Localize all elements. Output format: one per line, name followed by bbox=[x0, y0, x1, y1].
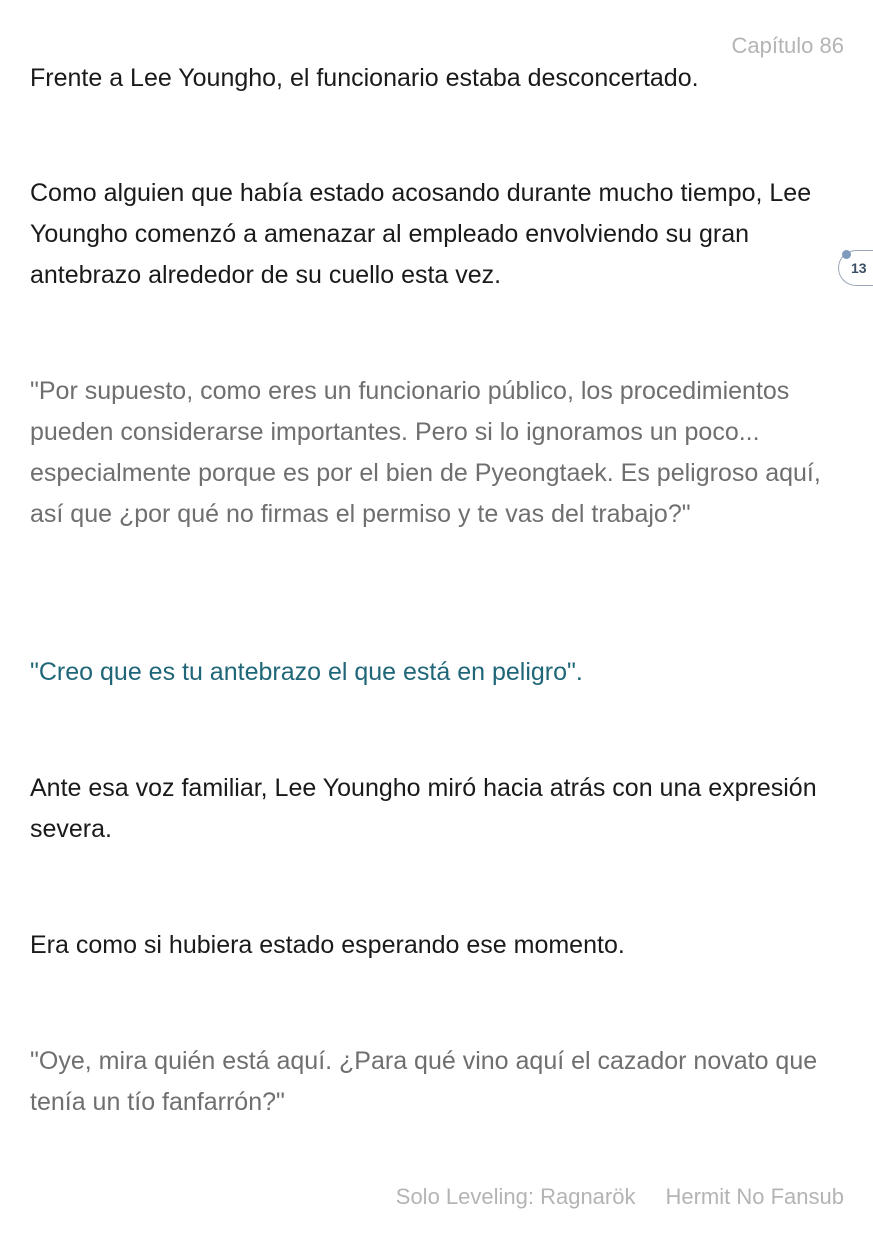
paragraph-5: Ante esa voz familiar, Lee Youngho miró hacia atrás con una expresión severa. bbox=[30, 774, 817, 843]
paragraph-3-dialogue: "Por supuesto, como eres un funcionario público, los procedimientos pueden considerarse importantes. Pero si lo ignoramos un poco... especialmente porque es por el bien de Pyeongtaek. Es peligroso aquí, así que ¿por qué no firmas el permiso y te vas del trabajo?" bbox=[30, 377, 821, 528]
paragraph-7-dialogue: "Oye, mira quién está aquí. ¿Para qué vino aquí el cazador novato que tenía un tío fanfarrón?" bbox=[30, 1047, 818, 1116]
translator-group: Hermit No Fansub bbox=[665, 1184, 844, 1209]
chapter-label: Capítulo 86 bbox=[731, 33, 844, 58]
paragraph-2: Como alguien que había estado acosando durante mucho tiempo, Lee Youngho comenzó a amenazar al empleado envolviendo su gran antebrazo alrededor de su cuello esta vez. bbox=[30, 179, 812, 289]
unread-dot-icon bbox=[842, 250, 851, 259]
series-title: Solo Leveling: Ragnarök bbox=[395, 1184, 636, 1209]
comment-count: 13 bbox=[851, 260, 867, 276]
paragraph-1: Frente a Lee Youngho, el funcionario estaba desconcertado. bbox=[30, 64, 699, 92]
paragraph-4-dialogue: "Creo que es tu antebrazo el que está en peligro". bbox=[30, 658, 583, 686]
paragraph-6: Era como si hubiera estado esperando ese momento. bbox=[30, 931, 625, 959]
footer bbox=[396, 1183, 844, 1211]
